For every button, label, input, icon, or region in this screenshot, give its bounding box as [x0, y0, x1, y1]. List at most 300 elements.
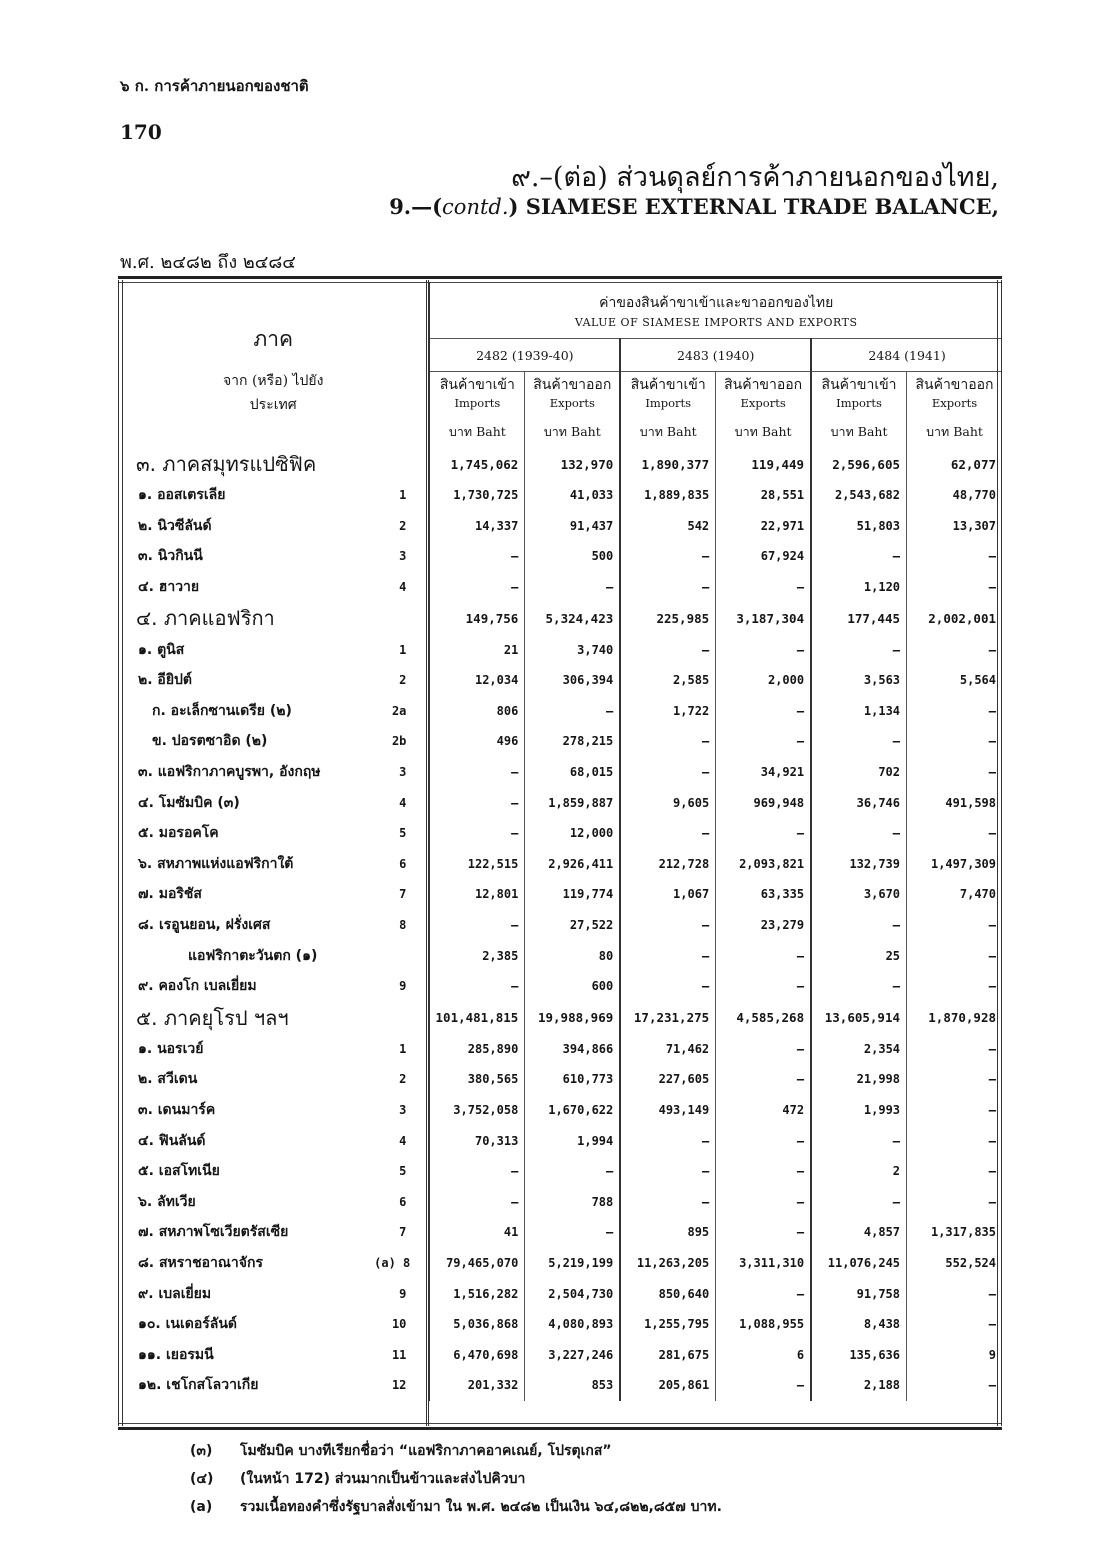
- reference-number: [374, 602, 429, 634]
- country-name: ๔. โมซัมบิค (๓): [138, 794, 240, 811]
- imports-2482-cell: 806: [429, 696, 524, 727]
- region-header-line3: ประเทศ: [249, 397, 297, 413]
- country-name: ๖. สหภาพแห่งแอฟริกาใต้: [138, 855, 294, 872]
- imports-2482-cell: —: [429, 572, 524, 603]
- imports-2482-cell: 1,745,062: [429, 448, 524, 480]
- reference-number: [374, 940, 429, 971]
- exports-2484-cell: —: [907, 757, 1002, 788]
- country-row: [118, 1095, 1002, 1126]
- region-header-line2: จาก (หรือ) ไปยัง: [222, 373, 324, 389]
- country-name: ๙. คองโก เบลเยี่ยม: [138, 978, 257, 995]
- country-row: [118, 480, 1002, 511]
- exports-2484-cell: 7,470: [907, 879, 1002, 910]
- imports-header: [811, 372, 906, 417]
- exports-2482-cell: 27,522: [525, 910, 620, 941]
- footnote-text: โมซัมบิค บางทีเรียกชื่อว่า “แอฟริกาภาคอาคเณย์, โปรตุเกส”: [240, 1443, 612, 1459]
- country-name: ๓. เดนมาร์ค: [138, 1101, 216, 1118]
- exports-2482-cell: 5,219,199: [525, 1248, 620, 1279]
- exports-2484-cell: 62,077: [907, 448, 1002, 480]
- exports-2483-cell: 3,187,304: [716, 602, 811, 634]
- footnote: [190, 1440, 612, 1462]
- exports-2483-cell: —: [716, 1125, 811, 1156]
- unit-header: บาท Baht: [811, 416, 906, 448]
- imports-2482-cell: 380,565: [429, 1064, 524, 1095]
- imports-2484-cell: —: [811, 910, 906, 941]
- exports-2484-cell: —: [907, 910, 1002, 941]
- exports-2484-cell: —: [907, 1125, 1002, 1156]
- exports-2482-cell: 4,080,893: [525, 1309, 620, 1340]
- exports-2484-cell: —: [907, 1278, 1002, 1309]
- exports-2484-cell: 2,002,001: [907, 602, 1002, 634]
- imports-2483-cell: —: [620, 1125, 715, 1156]
- country-name: ๗. สหภาพโซเวียตรัสเซีย: [138, 1224, 289, 1241]
- frame-rule-left: [118, 280, 123, 1426]
- exports-2483-cell: 2,093,821: [716, 849, 811, 880]
- imports-2483-cell: —: [620, 541, 715, 572]
- exports-2484-cell: —: [907, 1034, 1002, 1065]
- reference-number: 2: [399, 518, 407, 533]
- exports-2483-cell: —: [716, 940, 811, 971]
- imports-2484-cell: 21,998: [811, 1064, 906, 1095]
- imports-2484-cell: —: [811, 971, 906, 1002]
- imports-2483-cell: 11,263,205: [620, 1248, 715, 1279]
- exports-2482-cell: 41,033: [525, 480, 620, 511]
- country-row: [118, 787, 1002, 818]
- imports-header: [620, 372, 715, 417]
- exports-2483-cell: —: [716, 696, 811, 727]
- exports-2483-cell: —: [716, 572, 811, 603]
- reference-number: (a) 8: [374, 1255, 411, 1270]
- exports-2484-cell: —: [907, 541, 1002, 572]
- imports-2482-cell: 5,036,868: [429, 1309, 524, 1340]
- imports-2483-cell: 9,605: [620, 787, 715, 818]
- imports-2483-cell: 71,462: [620, 1034, 715, 1065]
- imports-2482-cell: 2,385: [429, 940, 524, 971]
- imports-2483-cell: —: [620, 634, 715, 665]
- exports-2484-cell: —: [907, 1064, 1002, 1095]
- exports-2483-cell: —: [716, 1370, 811, 1401]
- reference-number: 4: [399, 1133, 407, 1148]
- exports-2483-cell: 22,971: [716, 511, 811, 542]
- exports-2482-cell: 12,000: [525, 818, 620, 849]
- country-name: ๑. ออสเตรเลีย: [138, 487, 226, 504]
- country-name: ๑๐. เนเดอร์ลันด์: [138, 1316, 238, 1333]
- imports-2484-cell: 2,543,682: [811, 480, 906, 511]
- country-row: [118, 910, 1002, 941]
- region-row: [118, 602, 1002, 634]
- imports-2482-cell: 14,337: [429, 511, 524, 542]
- exports-2482-cell: 2,926,411: [525, 849, 620, 880]
- country-name: ๓. แอฟริกาภาคบูรพา, อังกฤษ: [138, 764, 321, 781]
- reference-number: 2: [399, 1072, 407, 1087]
- exports-header: [716, 372, 811, 417]
- reference-number: 8: [399, 918, 407, 933]
- country-name: ๘. เรอูนยอน, ฝรั่งเศส: [138, 917, 271, 934]
- country-row: [118, 1156, 1002, 1187]
- imports-2483-cell: 1,255,795: [620, 1309, 715, 1340]
- country-name: ๑๒. เชโกสโลวาเกีย: [138, 1377, 259, 1394]
- imports-2484-cell: —: [811, 1186, 906, 1217]
- imports-2482-cell: 285,890: [429, 1034, 524, 1065]
- reference-number: [374, 1002, 429, 1034]
- exports-english: Exports: [549, 396, 595, 410]
- imports-2483-cell: 493,149: [620, 1095, 715, 1126]
- reference-number: 10: [391, 1317, 407, 1332]
- exports-2484-cell: —: [907, 1309, 1002, 1340]
- imports-2484-cell: 2: [811, 1156, 906, 1187]
- unit-header: บาท Baht: [525, 416, 620, 448]
- exports-2484-cell: 1,497,309: [907, 849, 1002, 880]
- exports-2484-cell: 48,770: [907, 480, 1002, 511]
- exports-2482-cell: 610,773: [525, 1064, 620, 1095]
- reference-number: 3: [399, 765, 407, 780]
- country-row: [118, 1186, 1002, 1217]
- imports-2482-cell: 3,752,058: [429, 1095, 524, 1126]
- exports-english: Exports: [931, 396, 978, 410]
- reference-number: 1: [399, 642, 407, 657]
- imports-2483-cell: —: [620, 1156, 715, 1187]
- country-row: [118, 940, 1002, 971]
- reference-number: 2: [399, 673, 407, 688]
- imports-2483-cell: 2,585: [620, 665, 715, 696]
- exports-2483-cell: 28,551: [716, 480, 811, 511]
- exports-2483-cell: —: [716, 1217, 811, 1248]
- exports-english: Exports: [740, 396, 786, 410]
- reference-number: 4: [399, 795, 407, 810]
- country-row: [118, 1309, 1002, 1340]
- imports-2484-cell: —: [811, 818, 906, 849]
- year-header: 2483 (1940): [620, 339, 811, 372]
- country-name: ๒. นิวซีลันด์: [138, 517, 212, 534]
- exports-2482-cell: —: [525, 696, 620, 727]
- imports-2483-cell: —: [620, 910, 715, 941]
- country-name: ๖. ลัทเวีย: [138, 1193, 196, 1210]
- country-row: [118, 849, 1002, 880]
- reference-number: 1: [399, 1041, 407, 1056]
- country-name: แอฟริกาตะวันตก (๑): [188, 947, 318, 964]
- imports-2483-cell: 1,722: [620, 696, 715, 727]
- imports-2483-cell: 212,728: [620, 849, 715, 880]
- imports-2482-cell: —: [429, 1186, 524, 1217]
- imports-2483-cell: 542: [620, 511, 715, 542]
- exports-2483-cell: 23,279: [716, 910, 811, 941]
- reference-number: 7: [399, 1225, 407, 1240]
- footnote-mark: (๔): [190, 1471, 214, 1487]
- imports-2483-cell: 895: [620, 1217, 715, 1248]
- country-row: [118, 572, 1002, 603]
- exports-2482-cell: 1,994: [525, 1125, 620, 1156]
- imports-thai: สินค้าขาเข้า: [630, 377, 706, 393]
- unit-header: บาท Baht: [620, 416, 715, 448]
- exports-2483-cell: 3,311,310: [716, 1248, 811, 1279]
- exports-2483-cell: —: [716, 818, 811, 849]
- reference-number: 9: [399, 1286, 407, 1301]
- country-name: ข. ปอรตซาอิด (๒): [152, 733, 268, 750]
- country-row: [118, 1278, 1002, 1309]
- reference-number: 6: [399, 1194, 407, 1209]
- exports-2482-cell: 853: [525, 1370, 620, 1401]
- region-name: ๔. ภาคแอฟริกา: [136, 606, 275, 631]
- unit-header: บาท Baht: [907, 416, 1002, 448]
- exports-2484-cell: —: [907, 572, 1002, 603]
- imports-english: Imports: [836, 396, 882, 410]
- country-row: [118, 511, 1002, 542]
- imports-2483-cell: 1,067: [620, 879, 715, 910]
- country-name: ๔. ฮาวาย: [138, 579, 200, 596]
- imports-2484-cell: 135,636: [811, 1339, 906, 1370]
- imports-thai: สินค้าขาเข้า: [821, 377, 897, 393]
- country-name: ก. อะเล็กซานเดรีย (๒): [152, 702, 292, 719]
- imports-2484-cell: 1,134: [811, 696, 906, 727]
- imports-2482-cell: 149,756: [429, 602, 524, 634]
- frame-rule-middle: [426, 280, 429, 1426]
- trade-balance-table: [118, 282, 1002, 1401]
- imports-2484-cell: 91,758: [811, 1278, 906, 1309]
- running-head: ๖ ก. การค้าภายนอกของชาติ: [120, 77, 309, 95]
- country-row: [118, 1339, 1002, 1370]
- exports-2482-cell: 306,394: [525, 665, 620, 696]
- exports-2483-cell: 34,921: [716, 757, 811, 788]
- exports-thai: สินค้าขาออก: [915, 377, 994, 393]
- imports-2484-cell: —: [811, 541, 906, 572]
- country-row: [118, 1125, 1002, 1156]
- imports-2484-cell: 2,596,605: [811, 448, 906, 480]
- unit-header: บาท Baht: [716, 416, 811, 448]
- imports-header: [429, 372, 524, 417]
- imports-2483-cell: 227,605: [620, 1064, 715, 1095]
- country-name: ๙. เบลเยี่ยม: [138, 1285, 212, 1302]
- reference-number: 5: [399, 1164, 407, 1179]
- exports-2482-cell: —: [525, 572, 620, 603]
- country-row: [118, 634, 1002, 665]
- exports-2483-cell: —: [716, 1156, 811, 1187]
- imports-2484-cell: —: [811, 1125, 906, 1156]
- imports-2482-cell: 12,034: [429, 665, 524, 696]
- exports-2484-cell: 1,317,835: [907, 1217, 1002, 1248]
- exports-2482-cell: 19,988,969: [525, 1002, 620, 1034]
- exports-2484-cell: —: [907, 818, 1002, 849]
- country-name: ๕. เอสโทเนีย: [138, 1163, 220, 1180]
- country-row: [118, 1370, 1002, 1401]
- imports-2483-cell: —: [620, 1186, 715, 1217]
- reference-number: 7: [399, 887, 407, 902]
- value-header: [429, 282, 1002, 339]
- exports-2482-cell: 68,015: [525, 757, 620, 788]
- imports-2482-cell: 496: [429, 726, 524, 757]
- imports-2482-cell: 101,481,815: [429, 1002, 524, 1034]
- exports-thai: สินค้าขาออก: [724, 377, 803, 393]
- reference-number: 3: [399, 549, 407, 564]
- exports-2484-cell: —: [907, 971, 1002, 1002]
- imports-2482-cell: 201,332: [429, 1370, 524, 1401]
- table-title-english: [389, 194, 999, 219]
- region-name: ๓. ภาคสมุทรแปซิฟิค: [136, 452, 317, 476]
- country-name: ๔. ฟินลันด์: [138, 1132, 206, 1149]
- exports-2484-cell: —: [907, 1370, 1002, 1401]
- imports-2482-cell: 122,515: [429, 849, 524, 880]
- country-row: [118, 1064, 1002, 1095]
- region-column-header: [118, 282, 429, 448]
- imports-2483-cell: 17,231,275: [620, 1002, 715, 1034]
- exports-2483-cell: 969,948: [716, 787, 811, 818]
- exports-2482-cell: 80: [525, 940, 620, 971]
- exports-2484-cell: —: [907, 1095, 1002, 1126]
- page-number: 170: [120, 120, 162, 144]
- frame-rule-right: [997, 280, 1002, 1426]
- country-name: ๓. นิวกินนี: [138, 548, 203, 565]
- imports-2484-cell: —: [811, 634, 906, 665]
- imports-2482-cell: —: [429, 757, 524, 788]
- imports-2484-cell: 177,445: [811, 602, 906, 634]
- exports-2483-cell: 67,924: [716, 541, 811, 572]
- exports-2482-cell: 132,970: [525, 448, 620, 480]
- exports-2482-cell: 394,866: [525, 1034, 620, 1065]
- exports-2484-cell: —: [907, 1186, 1002, 1217]
- exports-2483-cell: 472: [716, 1095, 811, 1126]
- exports-2484-cell: 9: [907, 1339, 1002, 1370]
- exports-thai: สินค้าขาออก: [533, 377, 612, 393]
- country-row: [118, 1034, 1002, 1065]
- exports-2483-cell: 63,335: [716, 879, 811, 910]
- imports-2483-cell: —: [620, 726, 715, 757]
- reference-number: 3: [399, 1102, 407, 1117]
- exports-2483-cell: —: [716, 1064, 811, 1095]
- imports-2484-cell: 51,803: [811, 511, 906, 542]
- exports-2484-cell: 491,598: [907, 787, 1002, 818]
- imports-2483-cell: —: [620, 757, 715, 788]
- imports-2483-cell: 1,889,835: [620, 480, 715, 511]
- imports-2483-cell: —: [620, 572, 715, 603]
- exports-2482-cell: 600: [525, 971, 620, 1002]
- imports-2484-cell: 702: [811, 757, 906, 788]
- exports-2483-cell: —: [716, 971, 811, 1002]
- imports-2484-cell: 25: [811, 940, 906, 971]
- value-header-thai: ค่าของสินค้าขาเข้าและขาออกของไทย: [599, 294, 834, 311]
- reference-number: 1: [399, 488, 407, 503]
- exports-2483-cell: 119,449: [716, 448, 811, 480]
- imports-2484-cell: 2,354: [811, 1034, 906, 1065]
- value-header-english: VALUE OF SIAMESE IMPORTS AND EXPORTS: [574, 315, 858, 329]
- exports-2483-cell: —: [716, 1034, 811, 1065]
- country-row: [118, 541, 1002, 572]
- country-name: ๒. อียิปต์: [138, 672, 193, 689]
- imports-2482-cell: 6,470,698: [429, 1339, 524, 1370]
- imports-2482-cell: 12,801: [429, 879, 524, 910]
- footnote-mark: (a): [190, 1499, 213, 1515]
- exports-2484-cell: 552,524: [907, 1248, 1002, 1279]
- year-header: 2482 (1939-40): [429, 339, 620, 372]
- unit-header: บาท Baht: [429, 416, 524, 448]
- imports-2483-cell: 1,890,377: [620, 448, 715, 480]
- exports-2482-cell: —: [525, 1156, 620, 1187]
- exports-2482-cell: 119,774: [525, 879, 620, 910]
- country-row: [118, 726, 1002, 757]
- imports-2483-cell: 205,861: [620, 1370, 715, 1401]
- exports-2484-cell: —: [907, 696, 1002, 727]
- reference-number: 5: [399, 826, 407, 841]
- imports-2484-cell: 132,739: [811, 849, 906, 880]
- exports-2484-cell: 13,307: [907, 511, 1002, 542]
- exports-2484-cell: —: [907, 940, 1002, 971]
- exports-2484-cell: —: [907, 634, 1002, 665]
- country-name: ๕. มอรอคโค: [138, 825, 219, 842]
- imports-2484-cell: 1,993: [811, 1095, 906, 1126]
- imports-2482-cell: 70,313: [429, 1125, 524, 1156]
- exports-2482-cell: 1,859,887: [525, 787, 620, 818]
- reference-number: 2b: [391, 734, 407, 749]
- imports-2482-cell: 79,465,070: [429, 1248, 524, 1279]
- country-row: [118, 879, 1002, 910]
- exports-2482-cell: 500: [525, 541, 620, 572]
- exports-2483-cell: —: [716, 1186, 811, 1217]
- imports-2483-cell: —: [620, 940, 715, 971]
- imports-2484-cell: 4,857: [811, 1217, 906, 1248]
- exports-2482-cell: 1,670,622: [525, 1095, 620, 1126]
- reference-number: 12: [391, 1378, 407, 1393]
- title-en-prefix: 9.—(: [389, 194, 443, 219]
- imports-2482-cell: —: [429, 910, 524, 941]
- exports-header: [525, 372, 620, 417]
- country-row: [118, 665, 1002, 696]
- title-en-contd: contd.: [442, 195, 509, 219]
- reference-number: 6: [399, 856, 407, 871]
- exports-2484-cell: 1,870,928: [907, 1002, 1002, 1034]
- exports-2482-cell: 91,437: [525, 511, 620, 542]
- country-row: [118, 1217, 1002, 1248]
- country-name: ๑. ตูนิส: [138, 641, 185, 658]
- exports-2483-cell: —: [716, 634, 811, 665]
- exports-2483-cell: 2,000: [716, 665, 811, 696]
- exports-2484-cell: —: [907, 726, 1002, 757]
- imports-2483-cell: —: [620, 971, 715, 1002]
- imports-2482-cell: —: [429, 818, 524, 849]
- imports-2482-cell: —: [429, 541, 524, 572]
- imports-2483-cell: 850,640: [620, 1278, 715, 1309]
- imports-2484-cell: 2,188: [811, 1370, 906, 1401]
- country-row: [118, 757, 1002, 788]
- region-header-main: ภาค: [253, 327, 294, 351]
- year-range: พ.ศ. ๒๔๘๒ ถึง ๒๔๘๔: [120, 252, 296, 273]
- imports-2484-cell: 11,076,245: [811, 1248, 906, 1279]
- country-name: ๘. สหราชอาณาจักร: [138, 1254, 263, 1271]
- exports-2482-cell: 3,227,246: [525, 1339, 620, 1370]
- exports-2482-cell: 2,504,730: [525, 1278, 620, 1309]
- country-row: [118, 696, 1002, 727]
- reference-number: 11: [391, 1347, 407, 1362]
- country-row: [118, 971, 1002, 1002]
- country-name: ๑๑. เยอรมนี: [138, 1346, 214, 1363]
- imports-2482-cell: 41: [429, 1217, 524, 1248]
- exports-2484-cell: 5,564: [907, 665, 1002, 696]
- imports-2484-cell: —: [811, 726, 906, 757]
- footnote: [190, 1496, 722, 1518]
- imports-2483-cell: —: [620, 818, 715, 849]
- exports-2483-cell: 4,585,268: [716, 1002, 811, 1034]
- exports-2483-cell: —: [716, 726, 811, 757]
- country-name: ๒. สวีเดน: [138, 1071, 198, 1088]
- imports-english: Imports: [454, 396, 501, 410]
- imports-2484-cell: 3,563: [811, 665, 906, 696]
- imports-2483-cell: 281,675: [620, 1339, 715, 1370]
- reference-number: 2a: [391, 703, 407, 718]
- imports-2484-cell: 3,670: [811, 879, 906, 910]
- exports-2483-cell: 6: [716, 1339, 811, 1370]
- region-row: [118, 1002, 1002, 1034]
- country-row: [118, 1248, 1002, 1279]
- country-name: ๗. มอริชัส: [138, 886, 202, 903]
- exports-2482-cell: 278,215: [525, 726, 620, 757]
- reference-number: 4: [399, 580, 407, 595]
